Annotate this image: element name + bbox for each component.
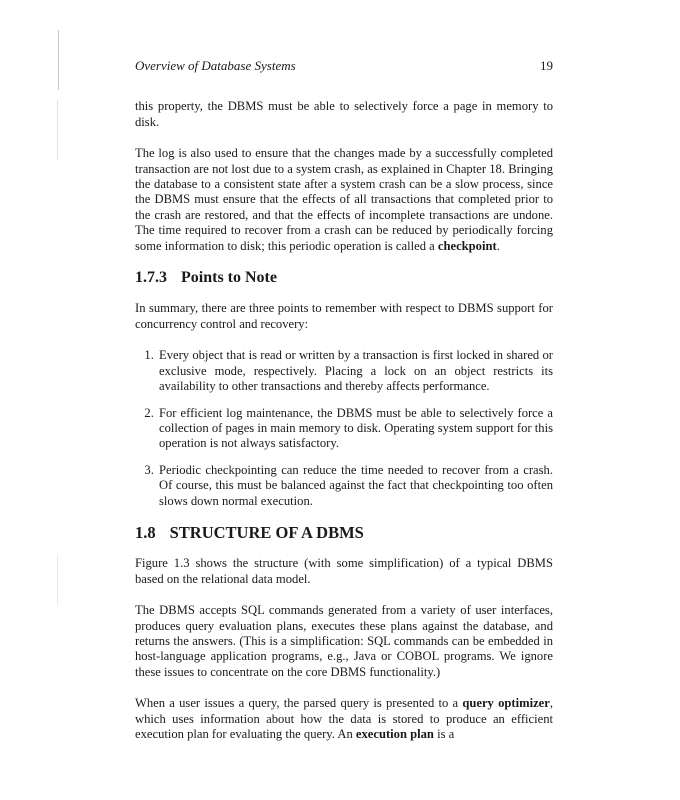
list-item: 3. Periodic checkpointing can reduce the time needed to recover from a crash. Of course, this must be balanced against the fact that checkpointing too often slows down normal execution.: [157, 463, 553, 509]
points-list: [135, 348, 553, 509]
running-title: Overview of Database Systems: [135, 58, 296, 73]
section-number: 1.8: [135, 522, 156, 542]
subsection-number: 1.7.3: [135, 269, 167, 287]
scan-margin-mark: [58, 30, 59, 90]
document-page: [135, 58, 553, 758]
term-execution-plan: execution plan: [355, 727, 434, 741]
paragraph-text: The log is also used to ensure that the changes made by a successfully completed transaction are not lost due to a system crash, as explained in Chapter 18. Bringing the database to a consistent state after a system crash can be a slow process, since the DBMS must ensure that the effects of all transactions that completed prior to the crash are restored, and that the effects of incomplete transactions are undone. The time required to recover from a crash can be reduced by periodically forcing some information to disk; this periodic operation is called a: [135, 146, 553, 253]
term-query-optimizer: query optimizer: [462, 696, 550, 711]
paragraph-text: .: [496, 238, 500, 253]
paragraph: [135, 696, 553, 742]
paragraph-text: , which uses information about how the data is stored to produce an efficient execution plan for evaluating the query. An: [135, 696, 553, 741]
paragraph: Figure 1.3 shows the structure (with some simplification) of a typical DBMS based on the relational data model.: [135, 556, 553, 586]
scan-margin-mark: [57, 555, 58, 605]
paragraph: this property, the DBMS must be able to selectively force a page in memory to disk.: [135, 99, 553, 129]
section-title: STRUCTURE OF A DBMS: [169, 522, 364, 542]
paragraph-text: is a: [433, 727, 455, 741]
page-header: [135, 58, 553, 73]
subsection-title: Points to Note: [181, 269, 277, 287]
section-heading: [135, 522, 553, 542]
paragraph-text: When a user issues a query, the parsed query is presented to a: [135, 696, 463, 711]
list-item: 1. Every object that is read or written by a transaction is first locked in shared or exclusive mode, respectively. Placing a lock on an object restricts its availability to other transactions and thereby affects performance.: [157, 348, 553, 394]
paragraph: The DBMS accepts SQL commands generated from a variety of user interfaces, produces query evaluation plans, executes these plans against the database, and returns the answers. (This is a simplification: SQL commands can be embedded in host-language application programs, e.g., Java or COBOL programs. We ignore these issues to concentrate on the core DBMS functionality.): [135, 603, 553, 679]
paragraph: [135, 146, 553, 254]
term-checkpoint: checkpoint: [437, 238, 497, 253]
page-number: 19: [540, 58, 553, 73]
list-item: 2. For efficient log maintenance, the DBMS must be able to selectively force a collection of pages in main memory to disk. Operating system support for this operation is not always satisfactory.: [157, 406, 553, 452]
scan-margin-mark: [57, 100, 58, 160]
subsection-heading: [135, 270, 553, 285]
paragraph: In summary, there are three points to remember with respect to DBMS support for concurrency control and recovery:: [135, 301, 553, 331]
